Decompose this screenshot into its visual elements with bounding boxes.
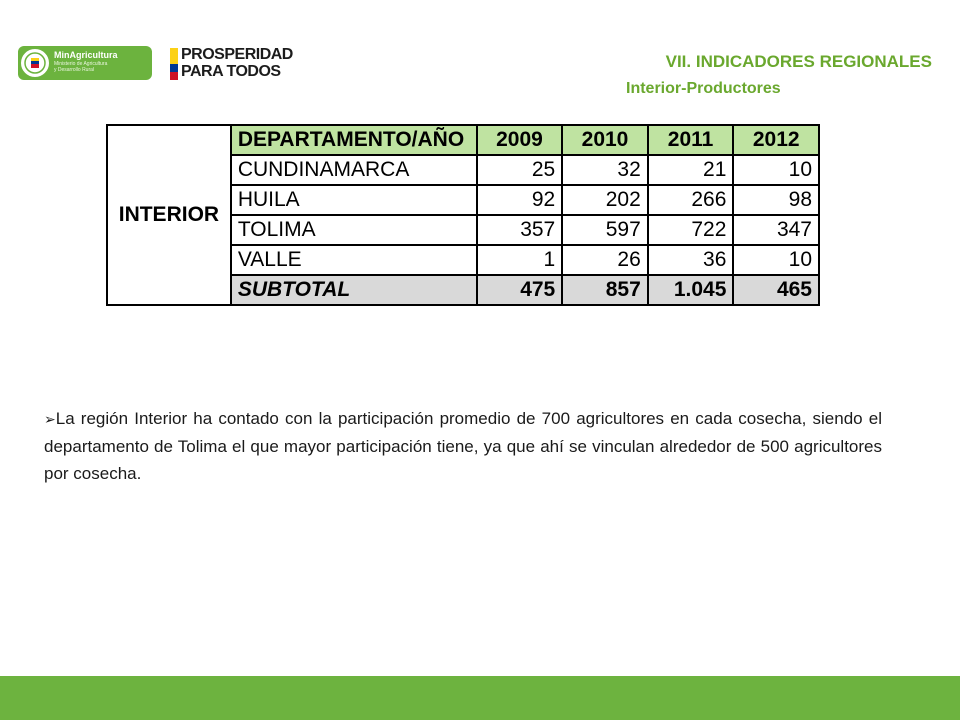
value-cell: 25 [477, 155, 563, 185]
value-cell: 597 [562, 215, 648, 245]
column-header: 2011 [648, 125, 734, 155]
column-header: 2012 [733, 125, 819, 155]
prosperidad-para-todos-logo [170, 46, 310, 82]
minagricultura-logo [18, 46, 152, 80]
value-cell: 347 [733, 215, 819, 245]
column-header: DEPARTAMENTO/AÑO [231, 125, 477, 155]
dept-cell: CUNDINAMARCA [231, 155, 477, 185]
section-subtitle: Interior-Productores [626, 80, 781, 97]
value-cell: 26 [562, 245, 648, 275]
section-title: VII. INDICADORES REGIONALES [665, 52, 932, 71]
ministry-name: MinAgricultura [54, 50, 118, 60]
colombia-seal-icon [21, 49, 49, 77]
summary-paragraph [44, 405, 882, 487]
summary-text: La región Interior ha contado con la participación promedio de 700 agricultores en cada cosecha, siendo el departamento de Tolima el que mayor participación tiene, ya que ahí se vinculan alrededor de 500 agricultores por cosecha. [44, 409, 882, 483]
column-header: 2009 [477, 125, 563, 155]
producers-table [106, 124, 820, 306]
value-cell: 36 [648, 245, 734, 275]
value-cell: 92 [477, 185, 563, 215]
subtotal-value: 475 [477, 275, 563, 305]
table-header-row [107, 125, 819, 155]
prosperidad-line1: PROSPERIDAD [181, 46, 293, 63]
dept-cell: HUILA [231, 185, 477, 215]
subtotal-value: 1.045 [648, 275, 734, 305]
subtotal-value: 857 [562, 275, 648, 305]
region-cell: INTERIOR [107, 125, 231, 305]
value-cell: 266 [648, 185, 734, 215]
value-cell: 1 [477, 245, 563, 275]
value-cell: 10 [733, 245, 819, 275]
value-cell: 98 [733, 185, 819, 215]
value-cell: 722 [648, 215, 734, 245]
prosperidad-line2: PARA TODOS [181, 63, 281, 80]
value-cell: 357 [477, 215, 563, 245]
ministry-subtitle: Ministerio de Agricultura y Desarrollo Rural [54, 61, 108, 73]
value-cell: 10 [733, 155, 819, 185]
arrow-bullet-icon: ➢ [44, 411, 56, 427]
dept-cell: TOLIMA [231, 215, 477, 245]
value-cell: 21 [648, 155, 734, 185]
value-cell: 202 [562, 185, 648, 215]
subtotal-label: SUBTOTAL [231, 275, 477, 305]
column-header: 2010 [562, 125, 648, 155]
footer-band [0, 676, 960, 720]
subtotal-value: 465 [733, 275, 819, 305]
colombia-flag-icon [170, 48, 178, 80]
dept-cell: VALLE [231, 245, 477, 275]
value-cell: 32 [562, 155, 648, 185]
